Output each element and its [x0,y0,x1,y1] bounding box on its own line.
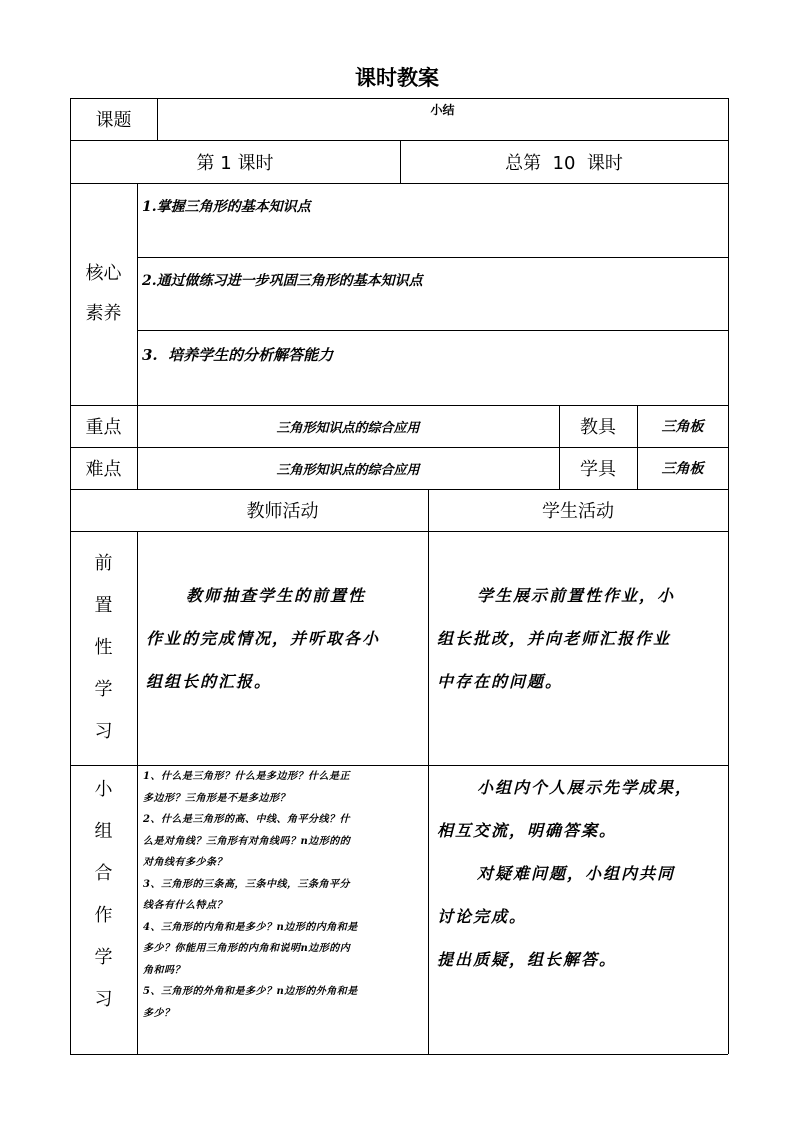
vertical-label-char: 习 [94,989,113,1010]
teacher-activity-header: 教师活动 [246,501,319,522]
vertical-label-char: 前 [94,553,113,574]
vertical-label-char: 作 [94,905,113,926]
vertical-label-char: 学 [94,947,113,968]
group-teacher-line-2: 多边形？三角形是不是多边形？ [143,792,290,804]
vertical-label-char: 性 [94,637,113,658]
difficulty-label: 难点 [85,459,122,480]
group-teacher-line-7: 线各有什么特点？ [143,900,227,911]
group-teacher-line-8: 4、三角形的内角和是多少？n边形的内角和是 [143,921,358,933]
group-student-line-3: 对疑难问题，小组内共同 [477,864,676,883]
topic-value: 小结 [430,102,455,117]
group-student-line-2: 相互交流，明确答案。 [437,821,618,840]
vertical-label-char: 组 [94,821,113,842]
topic-label: 课题 [95,110,132,131]
vertical-label-char: 合 [94,863,113,884]
group-teacher-line-6: 3、三角形的三条高，三条中线，三条角平分 [143,878,350,890]
key-point-label: 重点 [85,417,122,438]
pre-student-line-2: 组长批改，并向老师汇报作业 [437,629,672,648]
core-item-3: 3. 培养学生的分析解答能力 [142,345,334,364]
teaching-aid-value: 三角板 [661,419,704,435]
group-student-line-4: 讨论完成。 [437,907,528,926]
group-teacher-line-11: 5、三角形的外角和是多少？n边形的外角和是 [143,986,358,997]
core-item-1: 1.掌握三角形的基本知识点 [142,199,311,215]
core-item-2: 2.通过做练习进一步巩固三角形的基本知识点 [142,273,423,289]
vertical-label-char: 置 [94,595,113,616]
pre-student-line-1: 学生展示前置性作业，小 [477,586,676,605]
core-label: 核心素养 [85,263,122,324]
vertical-label-char: 小 [94,779,113,800]
pre-teacher-line-2: 作业的完成情况，并听取各小 [146,629,381,648]
group-teacher-line-5: 对角线有多少条？ [143,857,227,868]
group-study-teacher [143,766,425,1024]
learning-aid-label: 学具 [580,459,616,480]
group-study-label [70,765,137,1015]
vertical-label-char: 习 [94,721,113,742]
group-teacher-line-4: 么是对角线？三角形有对角线吗？n边形的的 [143,835,351,847]
group-study-student [437,766,724,981]
difficulty-value: 三角形知识点的综合应用 [276,462,420,478]
pre-student-line-3: 中存在的问题。 [437,672,564,691]
learning-aid-value: 三角板 [661,461,704,477]
lesson-total: 总第 10 课时 [505,152,623,174]
group-student-line-5: 提出质疑，组长解答。 [437,950,618,969]
pre-teacher-line-1: 教师抽查学生的前置性 [186,586,367,605]
pre-study-teacher [146,574,422,703]
pre-study-label [70,531,137,765]
teaching-aid-label: 教具 [580,417,616,438]
key-point-value: 三角形知识点的综合应用 [276,420,420,436]
document-title: 课时教案 [355,66,439,90]
group-teacher-line-9: 多少？你能用三角形的内角和说明n边形的内 [143,943,351,954]
group-student-line-1: 小组内个人展示先学成果， [477,778,694,797]
group-teacher-line-12: 多少？ [143,1007,175,1019]
pre-teacher-line-3: 组组长的汇报。 [146,672,273,691]
group-teacher-line-1: 1、什么是三角形？什么是多边形？什么是正 [143,771,350,782]
group-teacher-line-10: 角和吗？ [143,964,185,976]
group-teacher-line-3: 2、什么是三角形的高、中线、角平分线？什 [143,814,350,825]
pre-study-student [437,574,722,703]
vertical-label-char: 学 [94,679,113,700]
lesson-current: 第 1 课时 [196,152,274,174]
student-activity-header: 学生活动 [542,501,614,522]
